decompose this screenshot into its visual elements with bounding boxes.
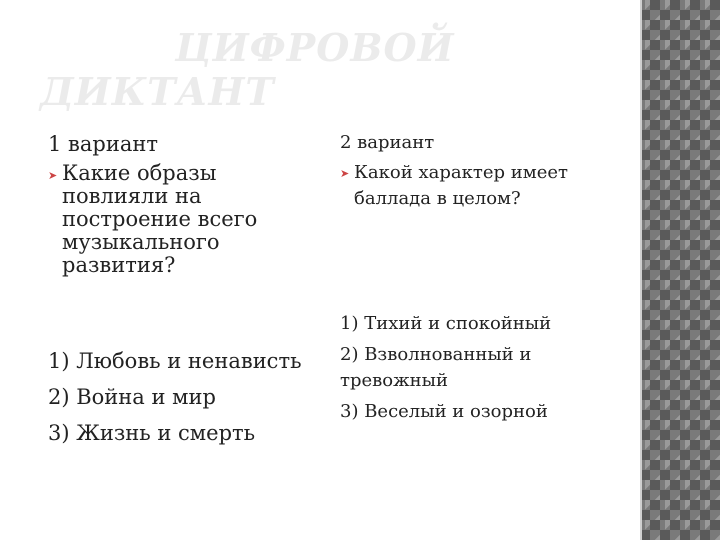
answer-text: 1) Тихий и спокойный [340,313,552,334]
decorative-pattern [640,0,720,540]
variant-2-question-item [340,160,630,212]
arrow-bullet-icon: ➤ [340,167,350,180]
answer-item [340,311,640,337]
variant-1-question-item [48,162,328,277]
answer-item [340,399,640,425]
variant-1-heading: 1 вариант [48,132,158,156]
arrow-bullet-icon: ➤ [48,169,58,182]
answer-item [340,342,640,394]
answer-item [48,348,348,374]
answer-text: 1) Любовь и ненависть [48,349,302,373]
answer-item [48,384,348,410]
answer-text: 3) Жизнь и смерть [48,421,256,445]
variant-1-question: Какие образы повлияли на построение всего музыкального развития? [62,161,258,277]
variant-1-answers [48,348,348,456]
variant-2-answers [340,311,640,430]
answer-text: 3) Веселый и озорной [340,401,548,422]
variant-1-column [48,130,328,445]
slide-title [40,26,600,114]
variant-2-heading: 2 вариант [340,132,435,153]
title-line-2: ДИКТАНТ [40,69,275,114]
answer-text: 2) Взволнованный и тревожный [340,344,532,391]
variant-2-column [340,130,630,422]
answer-text: 2) Война и мир [48,385,216,409]
title-line-1: ЦИФРОВОЙ [175,25,455,70]
variant-2-question: Какой характер имеет баллада в целом? [354,162,568,209]
answer-item [48,420,348,446]
pattern-divider [640,0,642,540]
